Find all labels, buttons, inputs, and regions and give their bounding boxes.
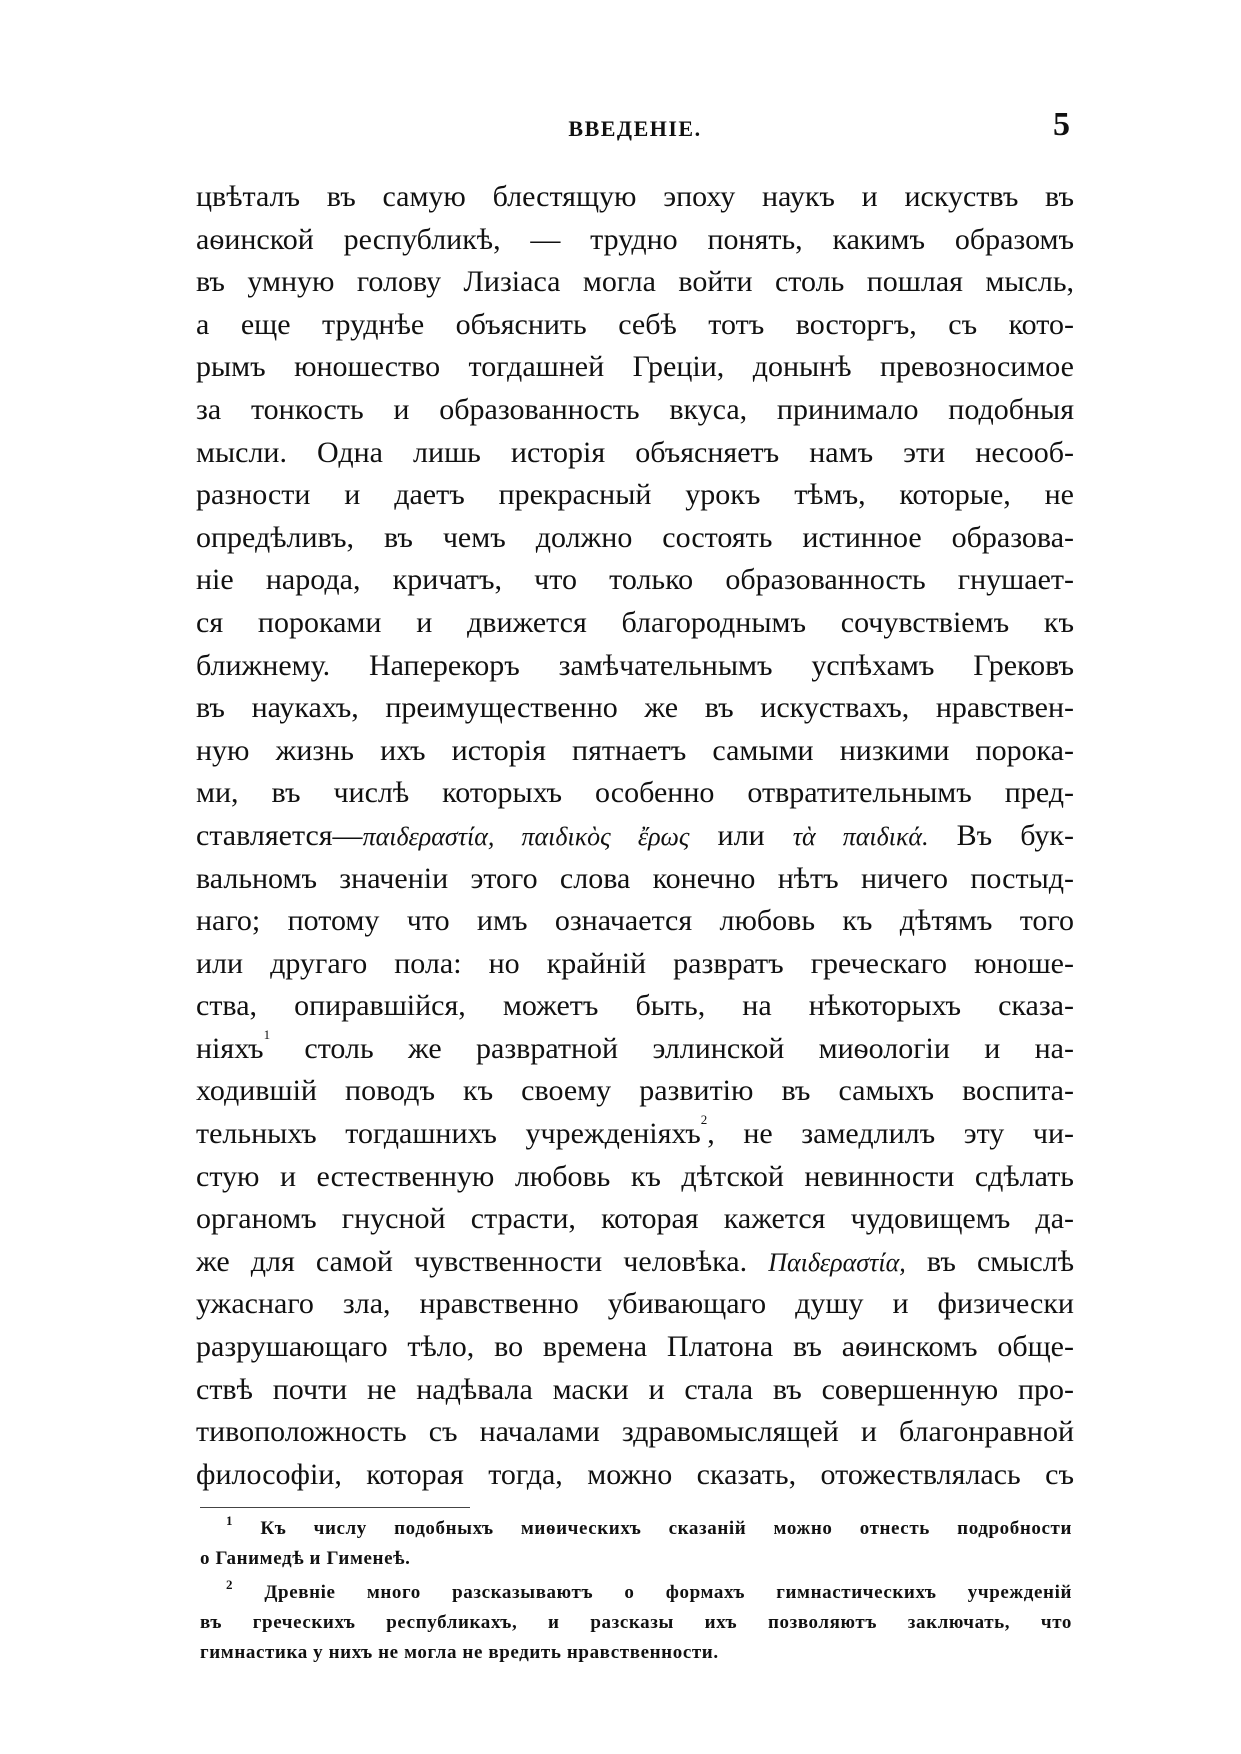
- text-line: рымъ юношество тогдашней Греціи, донынѣ превозносимое: [196, 350, 1074, 384]
- footnotes: [200, 1514, 1072, 1668]
- text-line: наго; потому что имъ означается любовь къ дѣтямъ того: [196, 904, 1074, 938]
- text-segment: въ смыслѣ: [905, 1244, 1074, 1278]
- running-head: ВВЕДЕНІЕ.: [568, 116, 702, 141]
- text-line: ную жизнь ихъ исторія пятнаетъ самыми низкими порока-: [196, 733, 1074, 767]
- text-segment: столь же развратной эллинской миѳологіи и на-: [270, 1031, 1074, 1065]
- page-number: 5: [1053, 106, 1070, 143]
- footnote-1-line: о Ганимедѣ и Гименеѣ.: [200, 1548, 411, 1569]
- text-line-with-footnote-ref: [196, 1113, 1074, 1156]
- footnote-1-line: [200, 1514, 1072, 1544]
- text-line: тивоположность съ началами здравомыслящей и благонравной: [196, 1415, 1074, 1449]
- text-line: ми, въ числѣ которыхъ особенно отвратительнымъ пред-: [196, 776, 1074, 810]
- footnote-2-line: гимнастика у нихъ не могла не вредить нравственности.: [200, 1642, 719, 1663]
- greek-term: παιδεραστία, παιδικὸς ἔρως: [362, 821, 690, 851]
- footnote-marker: 2: [226, 1577, 234, 1592]
- text-line: философіи, которая тогда, можно сказать, отожествлялась съ: [196, 1457, 1074, 1491]
- footnote-text: Къ числу подобныхъ миѳическихъ сказаній можно отнесть подробности: [260, 1518, 1072, 1539]
- text-line: вальномъ значеніи этого слова конечно нѣтъ ничего постыд-: [196, 861, 1074, 895]
- text-segment: ніяхъ: [196, 1031, 264, 1065]
- text-line: разрушающаго тѣло, во времена Платона въ аѳинскомъ обще-: [196, 1330, 1074, 1364]
- main-text: [196, 176, 1074, 1496]
- text-line: или другаго пола: но крайній развратъ греческаго юноше-: [196, 946, 1074, 980]
- footnote-ref-2[interactable]: 2: [700, 1112, 708, 1128]
- text-line: ходившій поводъ къ своему развитію въ самыхъ воспита-: [196, 1074, 1074, 1108]
- text-line: ніе народа, кричатъ, что только образованность гнушает-: [196, 563, 1074, 597]
- text-line: стую и естественную любовь къ дѣтской невинности сдѣлать: [196, 1159, 1074, 1193]
- text-line: опредѣливъ, въ чемъ должно состоять истинное образова-: [196, 520, 1074, 554]
- text-line-with-greek: [196, 1241, 1074, 1284]
- footnote-divider: [200, 1507, 470, 1508]
- footnote-text: Древніе много разсказываютъ о формахъ гимнастическихъ учрежденій: [264, 1582, 1072, 1603]
- text-line: органомъ гнусной страсти, которая кажется чудовищемъ да-: [196, 1202, 1074, 1236]
- text-segment: же для самой чувственности человѣка.: [196, 1244, 769, 1278]
- text-line: ся пороками и движется благороднымъ сочувствіемъ къ: [196, 605, 1074, 639]
- footnote-marker: 1: [226, 1513, 234, 1528]
- text-line: въ умную голову Лизіаса могла войти столь пошлая мысль,: [196, 265, 1074, 299]
- text-segment: ставляется—: [196, 818, 363, 852]
- text-line: за тонкость и образованность вкуса, принимало подобныя: [196, 392, 1074, 426]
- text-line-with-greek: [196, 815, 1074, 858]
- text-segment: , не замедлилъ эту чи-: [707, 1117, 1074, 1151]
- footnote-2-line: [200, 1578, 1072, 1608]
- greek-term: Παιδεραστία,: [768, 1247, 906, 1277]
- text-segment: Въ бук-: [928, 818, 1074, 852]
- footnote-2-line: въ греческихъ республикахъ, и разсказы ихъ позволяютъ заключать, что: [200, 1612, 1072, 1633]
- text-line: цвѣталъ въ самую блестящую эпоху наукъ и искуствъ въ: [196, 180, 1074, 213]
- greek-term: τὰ παιδικά.: [792, 821, 929, 851]
- text-line: мысли. Одна лишь исторія объясняетъ намъ эти несооб-: [196, 435, 1074, 469]
- text-line: ства, опиравшійся, можетъ быть, на нѣкоторыхъ сказа-: [196, 989, 1074, 1023]
- text-segment: или: [689, 818, 793, 852]
- page-header: [200, 106, 1070, 154]
- text-line-with-footnote-ref: [196, 1028, 1074, 1071]
- text-line: ближнему. Наперекоръ замѣчательнымъ успѣхамъ Грековъ: [196, 648, 1074, 682]
- text-line: аѳинской республикѣ, — трудно понять, какимъ образомъ: [196, 222, 1074, 256]
- footnote-ref-1[interactable]: 1: [263, 1026, 271, 1042]
- text-line: а еще труднѣе объяснить себѣ тотъ восторгъ, съ кото-: [196, 307, 1074, 341]
- text-line: разности и даетъ прекрасный урокъ тѣмъ, которые, не: [196, 478, 1074, 512]
- text-line: ужаснаго зла, нравственно убивающаго душу и физически: [196, 1287, 1074, 1321]
- text-line: ствѣ почти не надѣвала маски и стала въ совершенную про-: [196, 1372, 1074, 1406]
- text-segment: тельныхъ тогдашнихъ учрежденіяхъ: [196, 1117, 701, 1151]
- text-line: въ наукахъ, преимущественно же въ искуствахъ, нравствен-: [196, 691, 1074, 725]
